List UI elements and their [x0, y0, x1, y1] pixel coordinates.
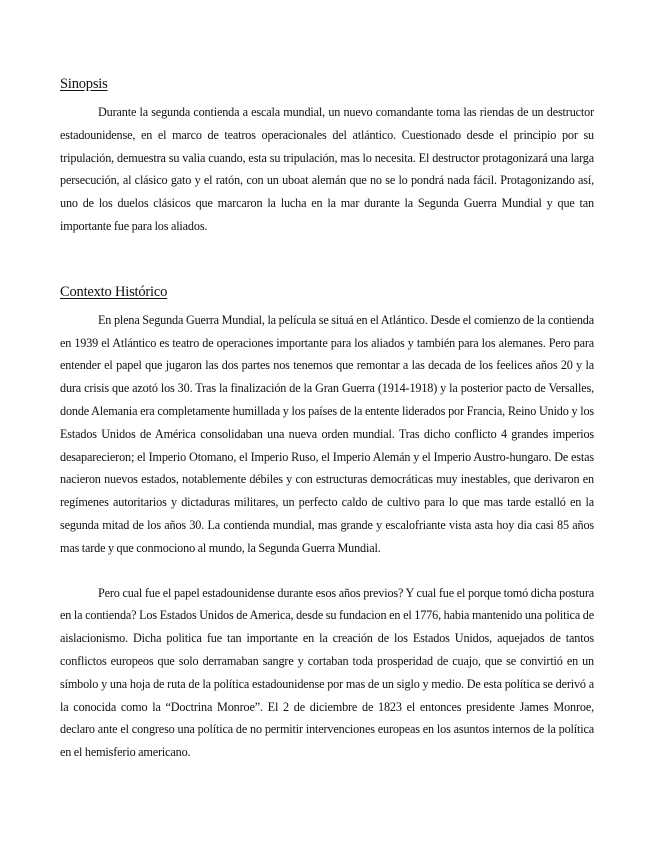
section-heading: Contexto Histórico — [60, 283, 168, 300]
paragraph-spacer — [60, 560, 594, 582]
section-spacer — [60, 238, 594, 282]
section-heading: Sinopsis — [60, 76, 108, 92]
section-sinopsis — [60, 74, 594, 238]
document-page — [60, 74, 594, 764]
section-contexto-historico — [60, 282, 594, 764]
paragraph: Durante la segunda contienda a escala mundial, un nuevo comandante toma las riendas de un destructor estadounidense, en el marco de teatros operacionales del atlántico. Cuestionado desde el principio por su tripulación, demuestra su valia cuando, esta su tripulación, mas lo necesita. El destructor protagonizará una larga persecución, al clásico gato y el ratón, con un uboat alemán que no se lo pondrá nada fácil. Protagonizando así, uno de los duelos clásicos que marcaron la lucha en la mar durante la Segunda Guerra Mundial y que tan importante fue para los aliados. — [60, 105, 594, 233]
paragraph: Pero cual fue el papel estadounidense durante esos años previos? Y cual fue el porque tomó dicha postura en la contienda? Los Estados Unidos de America, desde su fundacion en el 1776, habia mantenido una politica de aislacionismo. Dicha politica fue tan importante en la creación de los Estados Unidos, aquejados de tantos conflictos europeos que solo derramaban sangre y cortaban toda prosperidad de cuajo, que se convirtió en un símbolo y una hoja de ruta de la política estadounidense por mas de un siglo y medio. De esta política se derivó a la conocida como la “Doctrina Monroe”. El 2 de diciembre de 1823 el entonces presidente James Monroe, declaro ante el congreso una política de no permitir intervenciones europeas en los asuntos internos de la política en el hemisferio americano. — [60, 585, 594, 760]
paragraph: En plena Segunda Guerra Mundial, la película se situá en el Atlántico. Desde el comienzo de la contienda en 1939 el Atlántico es teatro de operaciones importante para los aliados y también para los alemanes. Pero para entender el papel que jugaron las dos partes nos tenemos que remontar a las decada de los feelices años 20 y la dura crisis que azotó los 30. Tras la finalización de la Gran Guerra (1914-1918) y la posterior pacto de Versalles, donde Alemania era completamente humillada y los países de la entente liderados por Francia, Reino Unido y los Estados Unidos de América consolidaban una nueva orden mundial. Tras dicho conflicto 4 grandes imperios desaparecieron; el Imperio Otomano, el Imperio Ruso, el Imperio Alemán y el Imperio Austro-hungaro. De estas nacieron nuevos estados, notablemente débiles y con estructuras democráticas muy inestables, que derivaron en regímenes autoritarios y dictaduras militares, un perfecto caldo de cultivo para lo que mas tarde estalló en la segunda mitad de los años 30. La contienda mundial, mas grande y escalofriante vista asta hoy dia casi 85 años mas tarde y que conmociono al mundo, la Segunda Guerra Mundial. — [60, 312, 594, 555]
